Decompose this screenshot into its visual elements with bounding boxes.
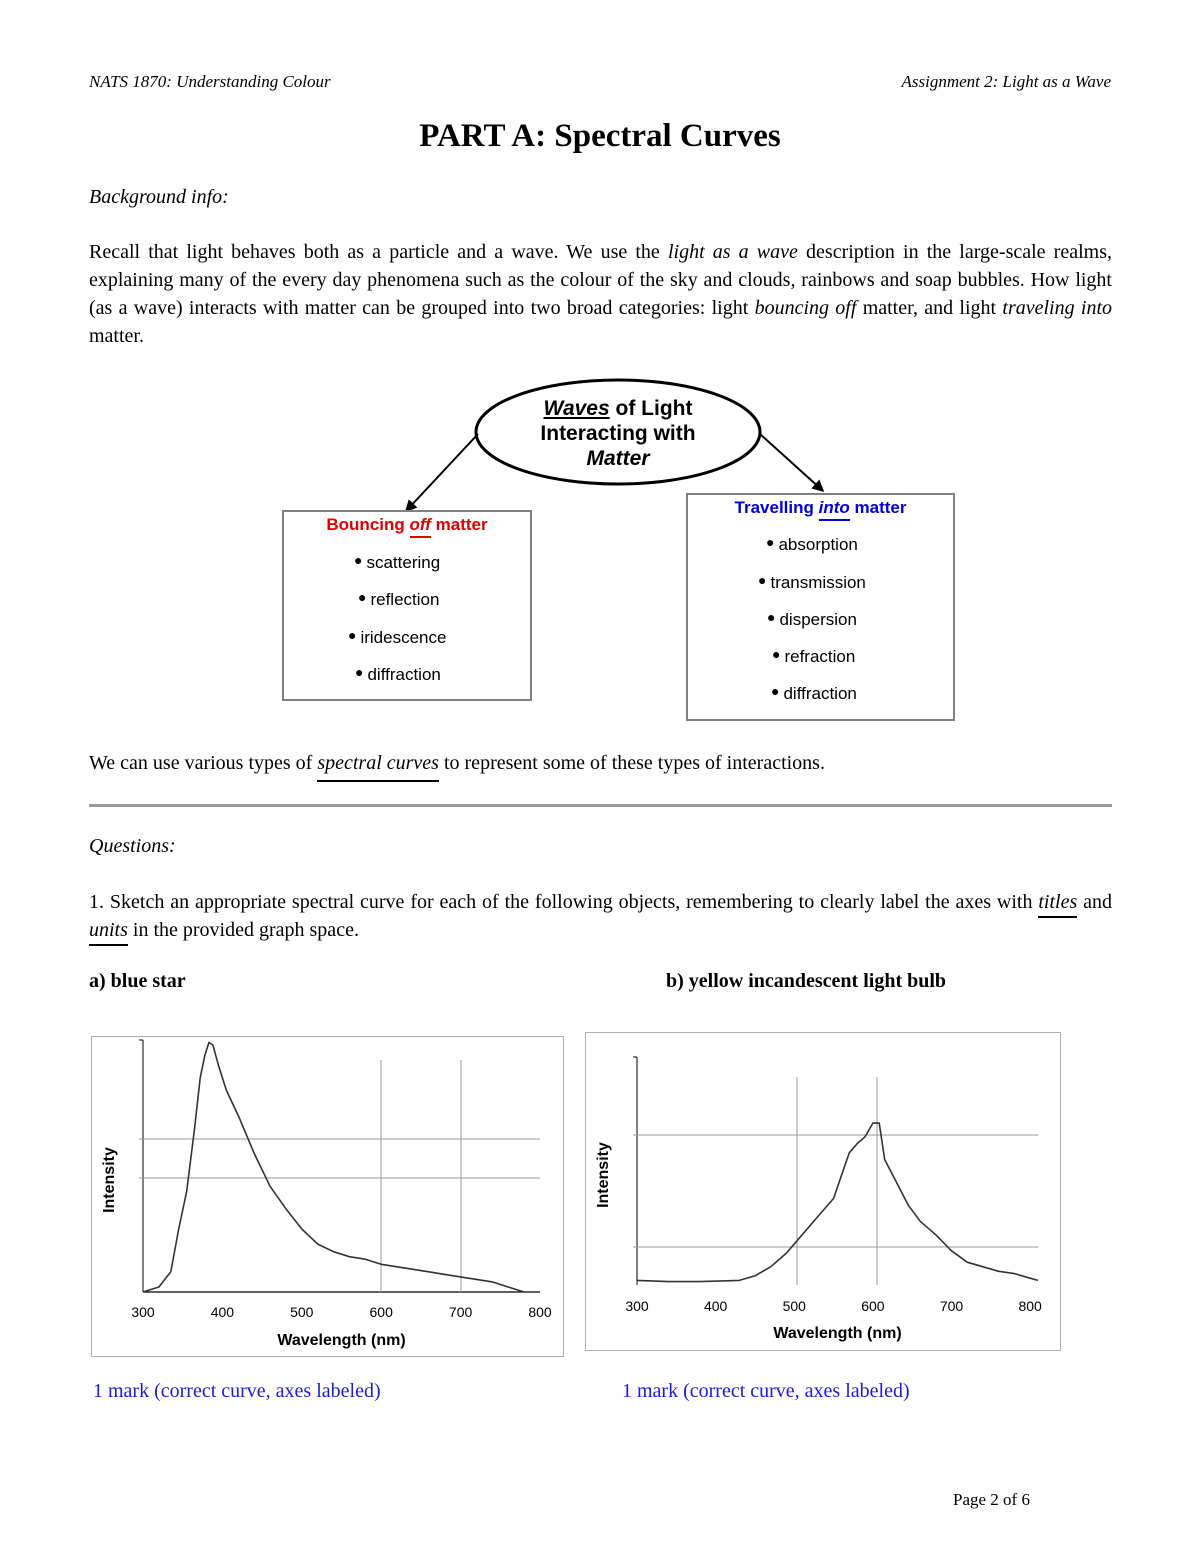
chart-x-label: Wavelength (nm)	[773, 1325, 902, 1342]
closing-emph: spectral curves	[317, 752, 439, 782]
para-text: description in the large-scale realms, explaining many of the every day phenomena such as the colour of the sky and clouds, rainbows and soap bubbles. How light (as a wave) interacts with matter can be grouped into two broad categories: light	[89, 241, 1112, 319]
page-number: Page 2 of 6	[953, 1490, 1030, 1509]
chart-tick-label: 500	[290, 1304, 314, 1320]
chart-tick-label: 800	[528, 1304, 552, 1320]
chart-tick-label: 600	[369, 1304, 393, 1320]
q1-text: 1. Sketch an appropriate spectral curve for each of the following objects, remembering to clearly label the axes with	[89, 891, 1039, 913]
q1-emph-units: units	[89, 919, 128, 946]
closing-text: We can use various types of	[89, 752, 318, 774]
para-emph-light-as-wave: light as a wave	[667, 241, 798, 263]
list-item: ● reflection	[358, 589, 440, 609]
chart-curve	[637, 1123, 1038, 1282]
box-title-part: matter	[849, 498, 907, 517]
chart-tick-label: 300	[131, 1304, 155, 1320]
list-item: ● absorption	[766, 534, 858, 554]
box-title-emph: off	[410, 515, 431, 538]
q1-emph-titles: titles	[1038, 891, 1077, 918]
list-item: ● diffraction	[771, 683, 857, 703]
chart-tick-label: 800	[1018, 1298, 1042, 1314]
para-emph-traveling-into: traveling into	[1002, 297, 1112, 319]
q1-text: and	[1077, 891, 1113, 913]
center-line2: Interacting with	[540, 422, 696, 445]
chart-y-label: Intensity	[595, 1142, 612, 1208]
center-line3: Matter	[586, 447, 650, 470]
para-text: Recall that light behaves both as a particle and a wave. We use the	[89, 241, 668, 263]
closing-text: to represent some of these types of interactions.	[438, 752, 825, 774]
box-title-part: Travelling	[734, 498, 819, 517]
chart-x-label: Wavelength (nm)	[277, 1332, 406, 1349]
list-item: ● refraction	[772, 646, 856, 666]
course-header: NATS 1870: Understanding Colour	[89, 72, 331, 91]
questions-heading: Questions:	[89, 835, 176, 857]
assignment-header: Assignment 2: Light as a Wave	[901, 72, 1111, 91]
q1-text: in the provided graph space.	[127, 919, 359, 941]
chart-curve	[143, 1043, 524, 1293]
center-word-of-light: of Light	[609, 397, 693, 420]
background-heading: Background info:	[89, 186, 229, 208]
chart-tick-label: 300	[625, 1298, 649, 1314]
para-text: matter.	[89, 325, 144, 347]
list-item: ● diffraction	[355, 664, 441, 684]
list-item: ● dispersion	[767, 609, 857, 629]
box-title-emph: into	[819, 498, 850, 521]
chart-tick-label: 500	[782, 1298, 806, 1314]
list-item: ● iridescence	[348, 627, 447, 647]
chart-tick-label: 600	[861, 1298, 885, 1314]
center-word-waves: Waves	[543, 397, 610, 420]
list-item: ● scattering	[354, 552, 441, 572]
mark-a: 1 mark (correct curve, axes labeled)	[93, 1380, 381, 1402]
mark-b: 1 mark (correct curve, axes labeled)	[622, 1380, 910, 1402]
chart-tick-label: 700	[939, 1298, 964, 1314]
chart-tick-label: 700	[448, 1304, 473, 1320]
chart-y-label: Intensity	[101, 1147, 118, 1213]
box-title-part: matter	[430, 515, 488, 534]
question-a-label: a) blue star	[89, 970, 186, 992]
page-title: PART A: Spectral Curves	[419, 118, 781, 154]
para-text: matter, and light	[856, 297, 1003, 319]
list-item: ● transmission	[758, 572, 866, 592]
chart-tick-label: 400	[210, 1304, 235, 1320]
question-b-label: b) yellow incandescent light bulb	[666, 970, 947, 992]
para-emph-bouncing-off: bouncing off	[754, 297, 857, 319]
chart-tick-label: 400	[703, 1298, 728, 1314]
box-title-part: Bouncing	[326, 515, 410, 534]
